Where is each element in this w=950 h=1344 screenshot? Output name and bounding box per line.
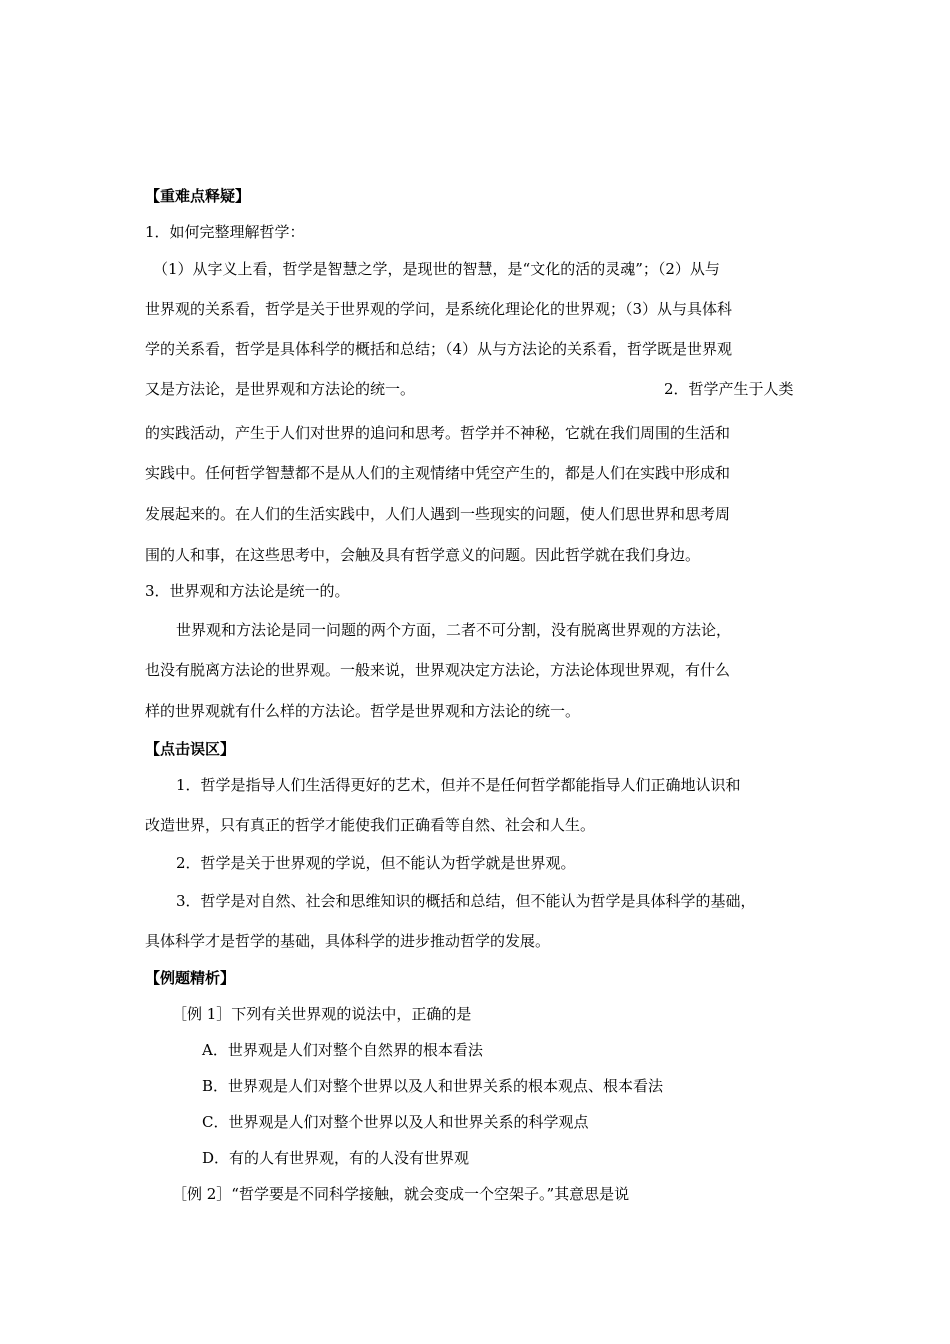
section-heading-key-points: 【重难点释疑】	[145, 187, 251, 205]
paragraph-line: 的实践活动，产生于人们对世界的追问和思考。哲学并不神秘，它就在我们周围的生活和	[145, 424, 731, 442]
paragraph-line: 世界观和方法论是同一问题的两个方面，二者不可分割，没有脱离世界观的方法论，	[176, 621, 732, 639]
paragraph-line: 世界观的关系看，哲学是关于世界观的学问，是系统化理论化的世界观；（3）从与具体科	[145, 300, 733, 318]
misconception-line: 1．哲学是指导人们生活得更好的艺术，但并不是任何哲学都能指导人们正确地认识和	[176, 776, 741, 794]
question-1: 1．如何完整理解哲学：	[145, 223, 305, 241]
misconception-line: 3．哲学是对自然、社会和思维知识的概括和总结，但不能认为哲学是具体科学的基础，	[176, 892, 756, 910]
paragraph-line: 发展起来的。在人们的生活实践中，人们人遇到一些现实的问题，使人们思世界和思考周	[145, 505, 731, 523]
example-1-question: ［例 1］下列有关世界观的说法中，正确的是	[172, 1005, 472, 1023]
example-option-d: D．有的人有世界观，有的人没有世界观	[202, 1149, 470, 1167]
misconception-line: 2．哲学是关于世界观的学说，但不能认为哲学就是世界观。	[176, 854, 576, 872]
example-option-c: C．世界观是人们对整个世界以及人和世界关系的科学观点	[202, 1113, 589, 1131]
paragraph-line: 围的人和事，在这些思考中，会触及具有哲学意义的问题。因此哲学就在我们身边。	[145, 546, 701, 564]
paragraph-line: 又是方法论，是世界观和方法论的统一。	[145, 380, 416, 398]
section-heading-examples: 【例题精析】	[145, 969, 236, 987]
question-3: 3．世界观和方法论是统一的。	[145, 582, 350, 600]
question-2-start: 2．哲学产生于人类	[664, 380, 794, 398]
section-heading-misconceptions: 【点击误区】	[145, 740, 236, 758]
misconception-line: 具体科学才是哲学的基础，具体科学的进步推动哲学的发展。	[145, 932, 551, 950]
paragraph-line: 也没有脱离方法论的世界观。一般来说，世界观决定方法论，方法论体现世界观，有什么	[145, 661, 731, 679]
example-option-b: B．世界观是人们对整个世界以及人和世界关系的根本观点、根本看法	[202, 1077, 664, 1095]
paragraph-line: 样的世界观就有什么样的方法论。哲学是世界观和方法论的统一。	[145, 702, 581, 720]
paragraph-line: （1）从字义上看，哲学是智慧之学，是现世的智慧，是“文化的活的灵魂”；（2）从与	[153, 260, 720, 278]
example-option-a: A．世界观是人们对整个自然界的根本看法	[202, 1041, 483, 1059]
paragraph-line: 学的关系看，哲学是具体科学的概括和总结；（4）从与方法论的关系看，哲学既是世界观	[145, 340, 733, 358]
misconception-line: 改造世界，只有真正的哲学才能使我们正确看等自然、社会和人生。	[145, 816, 596, 834]
example-2-question: ［例 2］“哲学要是不同科学接触，就会变成一个空架子。”其意思是说	[172, 1185, 630, 1203]
paragraph-line: 实践中。任何哲学智慧都不是从人们的主观情绪中凭空产生的，都是人们在实践中形成和	[145, 464, 731, 482]
